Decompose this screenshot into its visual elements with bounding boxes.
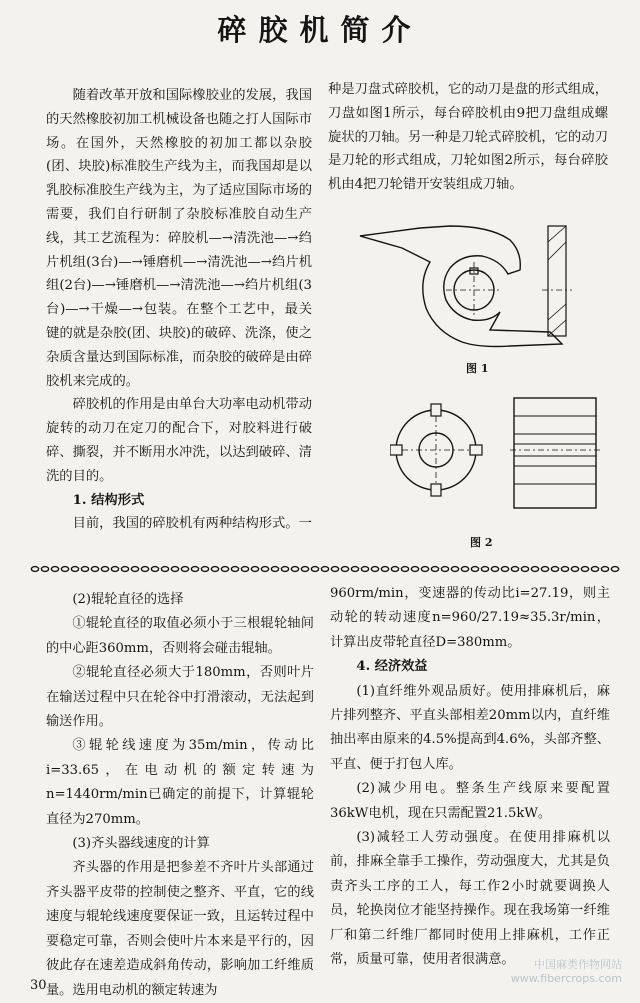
aligner-paragraph: 齐头器的作用是把参差不齐叶片头部通过齐头器平皮带的控制使之整齐、平直，它的线速度与辊轮线速度要保证一致，且运转过程中要稳定可靠，否则会使叶片本来是平行的，因彼此存在速差造成斜角传动，影响加工纤维质量。选用电动机的额定转速为 [46,860,314,998]
section-heading-structure: 1. 结构形式 [72,492,145,508]
benefit-point-2: (2)减少用电。整条生产线原来要配置36kW电机，现在只需配置21.5kW。 [330,781,610,821]
intro-paragraph-3: 目前，我国的碎胶机有两种结构形式。一 [72,516,312,532]
subheading-roller-diameter: (2)辊轮直径的选择 [72,592,184,607]
intro-paragraph-1: 随着改革开放和国际橡胶业的发展，我国的天然橡胶初加工机械设备也随之打人国际市场。在国外，天然橡胶的初加工都以杂胶(团、块胶)标准胶生产线为主，而我国却是以乳胶标准胶生产线为主，为了适应国际市场的需要，我们自行研制了杂胶标准胶自动生产线，其工艺流程为：碎胶机—→清洗池—→绉片机组(3台)—→锤磨机—→清洗池—→绉片机组(2台)—→锤磨机—→清洗池—→绉片机组(3台)—→干燥—→包装。在整个工艺中，最关键的就是杂胶(团、块胶)的破碎、洗涤，使之杂质含量达到国际标准，而杂胶的破碎是由碎胶机来完成的。 [46,88,312,389]
figure-2-caption: 图 2 [470,536,493,549]
section-heading-benefits: 4. 经济效益 [356,659,428,675]
watermark: 中国麻类作物网站 www.fibercrops.com [510,958,622,985]
section-divider [30,564,620,574]
roller-point-1: ①辊轮直径的取值必须小于三根辊轮轴间的中心距360mm，否则将会碰击辊轴。 [46,616,314,656]
intro-column-left [46,84,312,536]
benefit-point-1: (1)直纤维外观品质好。使用排麻机后，麻片排列整齐、平直头部相差20mm以内，直纤维抽出率由原来的4.5%提高到4.6%，头部齐整、平直、便于打包人库。 [330,683,610,772]
aligner-paragraph-continued: 960rm/min，变速器的传动比i=27.19，则主动轮的转动速度n=960/27.19≈35.3r/min，计算出皮带轮直径D=380mm。 [330,586,610,650]
subheading-aligner-speed: (3)齐头器线速度的计算 [72,836,210,852]
body-column-left [46,588,314,1003]
body-column-right [330,582,610,973]
figure-1-caption: 图 1 [466,362,489,375]
intro-right-paragraph: 种是刀盘式碎胶机，它的动刀是盘的形式组成，刀盘如图1所示，每台碎胶机由9把刀盘组成螺旋状的刀轴。另一种是刀轮式碎胶机，它的动刀是刀轮的形式组成，刀轮如图2所示，每台碎胶机由4把刀轮错开安装组成刀轴。 [328,82,608,193]
intro-column-right [328,78,608,197]
figure-2-blade-wheel-drawing [390,388,620,518]
figure-1-blade-disc-drawing [350,212,590,352]
page-title: 碎胶机简介 [217,13,423,47]
page-number: 30 [30,978,47,993]
intro-paragraph-2: 碎胶机的作用是由单台大功率电动机带动旋转的动刀在定刀的配合下，对胶料进行破碎、撕裂，并不断用水冲洗，以达到破碎、清洗的目的。 [46,397,312,484]
roller-point-2: ②辊轮直径必须大于180mm，否则叶片在输送过程中只在轮谷中打滑滚动，无法起到输送作用。 [46,665,314,730]
roller-point-3: ③辊轮线速度为35m/min，传动比i=33.65，在电动机的额定转速为n=1440rm/min已确定的前提下，计算辊轮直径为270mm。 [46,738,314,827]
benefit-point-3: (3)减轻工人劳动强度。在使用排麻机以前，排麻全靠手工操作，劳动强度大，尤其是负责齐头工序的工人，每工作2小时就要调换人员，轮换岗位才能坚持操作。现在我场第一纤维厂和第二纤维厂都同时使用上排麻机，工作正常，质量可靠，使用者很满意。 [330,830,610,968]
